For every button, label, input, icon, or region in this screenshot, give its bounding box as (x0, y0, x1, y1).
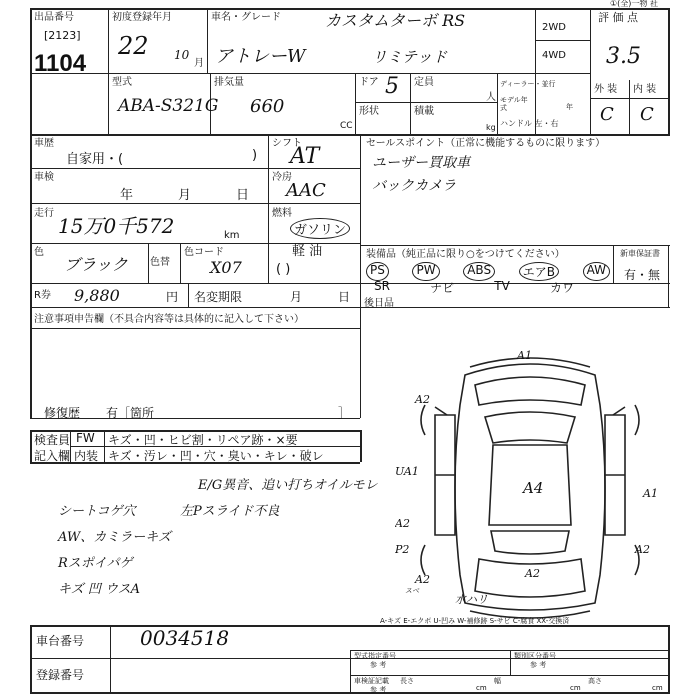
inspector-label2: 記入欄 (34, 449, 71, 463)
sales-label: セールスポイント（正常に機能するものに限ります） (366, 138, 606, 149)
car-name-line1: カスタムターボ RS (325, 11, 466, 30)
notes-label: 注意事項申告欄（不具合内容等は具体的に記入して下さい） (34, 314, 304, 325)
width-unit: cm (570, 684, 581, 692)
expiry-day-unit: 日 (338, 290, 351, 304)
interior-items: キズ・汚レ・凹・穴・臭い・キレ・破レ (108, 449, 324, 463)
inspection-day-unit: 日 (236, 188, 250, 203)
recycle-label: R券 (34, 290, 51, 301)
equip-airbag: エアB (519, 262, 559, 281)
height-label: 高さ (588, 677, 602, 685)
fw-items: キズ・凹・ヒビ割・リペア跡・×要 (108, 433, 298, 447)
first-reg-month: 10 (174, 48, 190, 62)
score: 3.5 (606, 44, 641, 69)
comment-line3: シートコゲ穴 (58, 504, 136, 519)
mileage-label: 走行 (34, 208, 54, 219)
shift-label: シフト (272, 138, 302, 149)
doors-value: 5 (385, 74, 399, 99)
car-name-label: 車名・グレード (211, 12, 281, 23)
length-label: 長さ (400, 677, 414, 685)
equip-navi: ナビ (430, 281, 455, 295)
equip-aw: AW (583, 262, 610, 281)
after-label: 後日品 (364, 298, 394, 309)
first-reg-year: 22 (118, 32, 149, 60)
width-label: 幅 (494, 677, 501, 685)
first-reg-month-unit: 月 (194, 58, 204, 69)
recycle-value: 9,880 (74, 286, 120, 305)
height-unit: cm (652, 684, 663, 692)
dealer-label: ディーラー・並行 (500, 80, 556, 88)
mileage-value: 15万0千572 (58, 214, 175, 238)
comment-line5: Rスポイパゲ (58, 556, 133, 571)
history-close: ) (252, 148, 258, 163)
repair-close: ］ (338, 406, 351, 420)
exterior-grade: C (600, 104, 614, 125)
car-name-line2: アトレーW (215, 46, 306, 67)
ref-label-2: 参 考 (530, 661, 547, 669)
shape-label: 形状 (359, 106, 379, 117)
model-year-unit: 年 (566, 103, 573, 111)
load-label: 積載 (414, 106, 434, 117)
chassis-value: 0034518 (140, 626, 230, 650)
fuel-diesel: 軽 油 (292, 244, 323, 259)
repair-value: 有［箇所 (106, 406, 155, 420)
expiry-label: 名変期限 (194, 290, 243, 304)
equip-pw: PW (412, 262, 439, 281)
ac-value: AAC (286, 180, 326, 201)
chassis-label: 車台番号 (36, 634, 85, 648)
fuel-label: 燃料 (272, 208, 292, 219)
drive-2wd: 2WD (542, 22, 566, 33)
comment-line1: E/G異音、追い打ちオイルモレ (198, 478, 378, 493)
ref-label-1: 参 考 (370, 661, 387, 669)
diagram-legend: A-キズ E-エクボ U-凹み W-補修跡 S-サビ C-腐食 XX-交換済 (380, 617, 570, 625)
length-unit: cm (476, 684, 487, 692)
color-label: 色 (34, 247, 44, 258)
mileage-unit: km (224, 230, 240, 241)
exterior-label: 外 装 (594, 84, 618, 95)
car-diagram (395, 345, 665, 620)
handle-label: ハンドル 左・右 (500, 119, 559, 128)
shift-value: AT (290, 144, 320, 169)
equip-tv: TV (494, 279, 510, 293)
class-label: 類別区分番号 (514, 652, 556, 660)
comment-line6: キズ 凹 ウスA (58, 582, 141, 597)
model-designation-label: 型式指定番号 (354, 652, 396, 660)
inspection-label: 車検 (34, 172, 54, 183)
load-unit: kg (486, 123, 496, 132)
capacity-label: 定員 (414, 77, 434, 88)
fw-label: FW (76, 431, 95, 445)
displacement-value: 660 (250, 96, 285, 117)
damage-mark: A1 (517, 349, 532, 362)
damage-mark: UA1 (395, 465, 419, 478)
interior-label: 内 装 (633, 84, 657, 95)
doors-label: ドア (359, 77, 379, 88)
equipment-row2 (374, 279, 574, 296)
repair-label: 修復歴 (44, 406, 81, 420)
fuel-gas (290, 218, 350, 239)
damage-mark: A2 (525, 567, 540, 580)
repaint-label: 色替 (150, 257, 170, 268)
inspection-month-unit: 月 (178, 188, 192, 203)
car-name-line3: リミテッド (372, 48, 448, 66)
inspection-year-unit: 年 (120, 188, 134, 203)
equip-ps: PS (366, 262, 389, 281)
warranty-value: 有・無 (624, 268, 661, 282)
damage-mark: スベ (405, 587, 419, 595)
expiry-month-unit: 月 (290, 290, 303, 304)
recycle-unit: 円 (166, 290, 179, 304)
displacement-unit: CC (340, 121, 353, 131)
top-right-note: ①(全)一物 社 (610, 0, 658, 8)
ref-label-3: 参 考 (370, 686, 387, 694)
capacity-unit: 人 (486, 92, 496, 103)
model-label: 型式 (112, 77, 132, 88)
dims-label: 車検証記載 (354, 677, 389, 685)
color-value: ブラック (64, 255, 128, 274)
history-value: 自家用・( (66, 152, 124, 167)
comment-line2: 左Pスライド不良 (180, 504, 280, 519)
sales-line2: バックカメラ (372, 178, 456, 194)
model-value: ABA-S321G (118, 96, 219, 116)
equipment-label: 装備品（純正品に限り○をつけてください） (366, 249, 565, 260)
equip-sr: SR (374, 279, 390, 293)
fuel-paren: ( ) (276, 262, 291, 277)
drive-4wd: 4WD (542, 50, 566, 61)
damage-mark: 水ハリ (455, 593, 488, 606)
warranty-label: 新車保証書 (620, 249, 660, 258)
displacement-label: 排気量 (214, 77, 244, 88)
lot-number: 1104 (34, 50, 87, 77)
sales-line1: ユーザー買取車 (372, 155, 470, 171)
damage-mark: P2 (395, 543, 410, 556)
damage-mark: A1 (643, 487, 658, 500)
lot-code: [2123] (44, 29, 81, 42)
ac-label: 冷房 (272, 172, 292, 183)
comment-line4: AW、カミラーキズ (58, 530, 171, 545)
lot-number-label: 出品番号 (34, 12, 74, 23)
color-code-label: 色コード (184, 247, 224, 258)
interior-row-label: 内装 (74, 449, 99, 463)
equip-leather: カワ (549, 281, 574, 295)
color-code-value: X07 (210, 258, 242, 277)
reg-label: 登録番号 (36, 668, 85, 682)
damage-mark: A2 (635, 543, 650, 556)
fuel-gas-text: ガソリン (290, 218, 350, 239)
inspector-label1: 検査員 (34, 433, 71, 447)
first-reg-label: 初度登録年月 (112, 12, 172, 23)
interior-grade: C (640, 104, 654, 125)
damage-mark: A2 (415, 573, 430, 586)
history-label: 車歴 (34, 138, 54, 149)
damage-mark: A2 (415, 393, 430, 406)
score-label: 評 価 点 (598, 11, 638, 24)
damage-mark: A4 (523, 479, 544, 497)
equip-abs: ABS (463, 262, 495, 281)
model-year-label: モデル年式 (500, 96, 528, 112)
damage-mark: A2 (395, 517, 410, 530)
